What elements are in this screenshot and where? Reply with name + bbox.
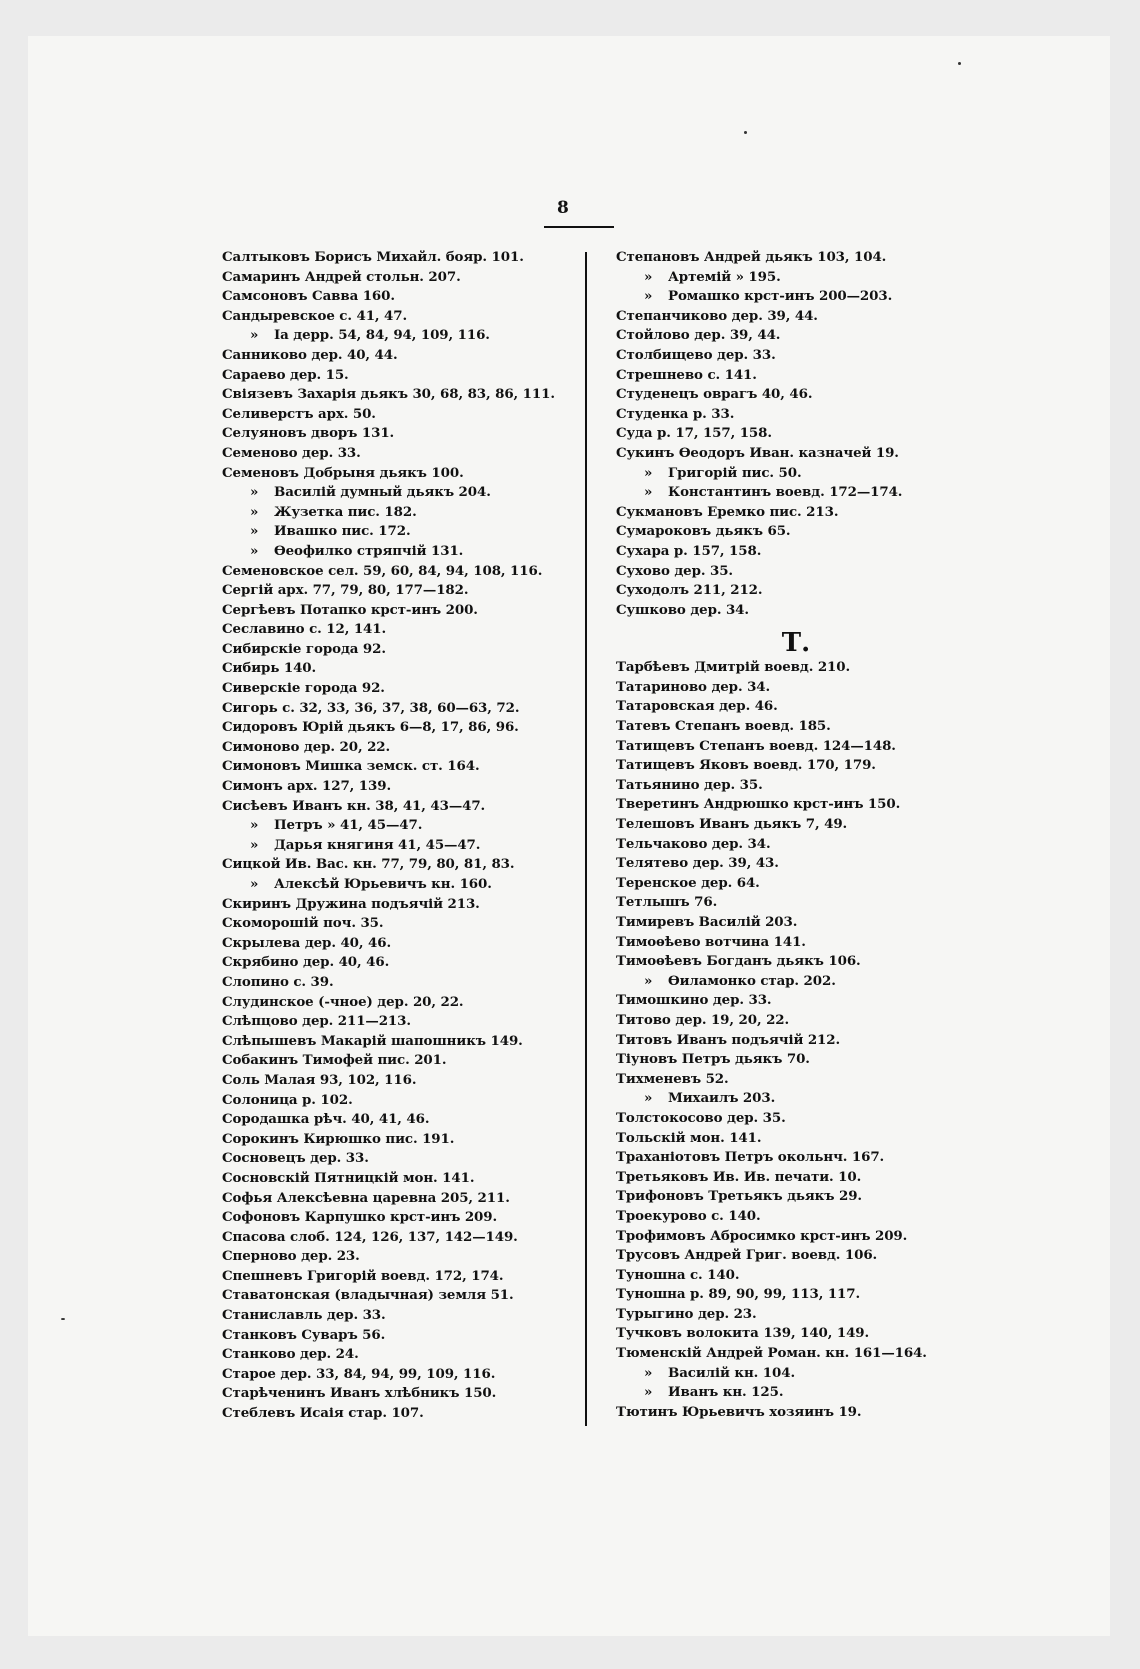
index-entry <box>222 855 577 875</box>
print-speck <box>61 1318 65 1320</box>
ditto-mark: » <box>644 1364 653 1381</box>
entry-text: Сушково дер. 34. <box>616 601 749 618</box>
index-entry <box>616 385 946 405</box>
index-subentry <box>222 542 577 562</box>
entry-text: Сибирскіе города 92. <box>222 640 386 657</box>
index-entry <box>616 307 946 327</box>
index-entry <box>616 1207 946 1227</box>
entry-text: Татариново дер. 34. <box>616 678 771 695</box>
entry-text: Спасова слоб. 124, 126, 137, 142—149. <box>222 1228 518 1245</box>
entry-text: Старѣченинъ Иванъ хлѣбникъ 150. <box>222 1385 497 1402</box>
index-entry <box>616 913 946 933</box>
index-entry <box>616 933 946 953</box>
index-entry <box>222 1208 577 1228</box>
ditto-mark: » <box>250 817 259 834</box>
entry-text: Селиверстъ арх. 50. <box>222 405 376 422</box>
index-entry <box>222 1110 577 1130</box>
entry-text: Сорокинъ Кирюшко пис. 191. <box>222 1130 455 1147</box>
index-subentry <box>222 816 577 836</box>
entry-text: Титово дер. 19, 20, 22. <box>616 1011 790 1028</box>
entry-text: Алексѣй Юрьевичъ кн. 160. <box>274 876 492 892</box>
index-subentry <box>616 1383 946 1403</box>
index-entry <box>222 1012 577 1032</box>
index-entry <box>222 1189 577 1209</box>
entry-text: Студенка р. 33. <box>616 405 735 422</box>
index-entry <box>616 248 946 268</box>
index-subentry <box>616 972 946 992</box>
index-entry <box>222 1267 577 1287</box>
entry-text: Софоновъ Карпушко крст-инъ 209. <box>222 1209 498 1226</box>
index-subentry <box>222 503 577 523</box>
index-entry <box>222 307 577 327</box>
entry-text: Суда р. 17, 157, 158. <box>616 425 772 442</box>
entry-text: Собакинъ Тимофей пис. 201. <box>222 1052 447 1069</box>
entry-text: Тверетинъ Андрюшко крст-инъ 150. <box>616 796 901 813</box>
entry-text: Татищевъ Степанъ воевд. 124—148. <box>616 737 896 754</box>
index-entry <box>616 815 946 835</box>
index-entry <box>222 1130 577 1150</box>
index-entry <box>222 601 577 621</box>
index-entry <box>616 1403 946 1423</box>
entry-text: Станиславль дер. 33. <box>222 1307 386 1324</box>
index-entry <box>222 797 577 817</box>
entry-text: Татевъ Степанъ воевд. 185. <box>616 718 831 735</box>
index-entry <box>222 718 577 738</box>
ditto-mark: » <box>250 484 259 501</box>
index-entry <box>222 777 577 797</box>
index-entry <box>616 1011 946 1031</box>
print-speck <box>744 131 747 134</box>
index-entry <box>616 1031 946 1051</box>
index-entry <box>616 1344 946 1364</box>
entry-text: Сукинъ Өеодоръ Иван. казначей 19. <box>616 444 899 461</box>
entry-text: Василій кн. 104. <box>668 1364 796 1381</box>
entry-text: Ивашко пис. 172. <box>274 523 411 540</box>
index-entry <box>222 444 577 464</box>
entry-text: Татьянино дер. 35. <box>616 776 763 793</box>
index-entry <box>616 952 946 972</box>
index-entry <box>616 1324 946 1344</box>
entry-text: Жузетка пис. 182. <box>274 503 417 520</box>
index-entry <box>616 366 946 386</box>
index-entry <box>222 1404 577 1424</box>
entry-text: Тюменскій Андрей Роман. кн. 161—164. <box>616 1345 927 1362</box>
index-entry <box>616 776 946 796</box>
entry-text: Самаринъ Андрей стольн. 207. <box>222 268 461 285</box>
entry-text: Семеновъ Добрыня дьякъ 100. <box>222 464 464 481</box>
index-entry <box>616 697 946 717</box>
entry-text: Ставатонская (владычная) земля 51. <box>222 1287 514 1304</box>
entry-text: Тетлышъ 76. <box>616 894 718 911</box>
ditto-mark: » <box>644 288 653 305</box>
entry-text: Слудинское (-чное) дер. 20, 22. <box>222 993 464 1010</box>
index-subentry <box>616 483 946 503</box>
entry-text: Траханіотовъ Петръ окольнч. 167. <box>616 1149 885 1166</box>
entry-text: Семеновское сел. 59, 60, 84, 94, 108, 116. <box>222 562 543 579</box>
index-entry <box>616 1246 946 1266</box>
entry-text: Татищевъ Яковъ воевд. 170, 179. <box>616 757 876 774</box>
entry-text: Телешовъ Иванъ дьякъ 7, 49. <box>616 816 848 833</box>
index-entry <box>222 1345 577 1365</box>
ditto-mark: » <box>644 1384 653 1401</box>
index-subentry <box>616 268 946 288</box>
entry-text: Стойлово дер. 39, 44. <box>616 327 781 344</box>
index-entry <box>222 1071 577 1091</box>
ditto-mark: » <box>250 327 259 344</box>
index-entry <box>616 1187 946 1207</box>
index-entry <box>616 737 946 757</box>
index-entry <box>222 581 577 601</box>
index-subentry <box>616 1364 946 1384</box>
index-entry <box>616 893 946 913</box>
entry-text: Сисѣевъ Иванъ кн. 38, 41, 43—47. <box>222 797 486 814</box>
index-entry <box>616 424 946 444</box>
index-entry <box>222 287 577 307</box>
entry-text: Тимоѳѣево вотчина 141. <box>616 933 806 950</box>
index-entry <box>222 914 577 934</box>
entry-text: Татаровская дер. 46. <box>616 698 778 715</box>
index-entry <box>616 1070 946 1090</box>
index-entry <box>222 699 577 719</box>
index-entry <box>616 1050 946 1070</box>
entry-text: Сараево дер. 15. <box>222 366 349 383</box>
index-entry <box>222 640 577 660</box>
entry-text: Михаилъ 203. <box>668 1090 776 1107</box>
ditto-mark: » <box>250 542 259 559</box>
entry-text: Трусовъ Андрей Григ. воевд. 106. <box>616 1247 878 1264</box>
entry-text: Стеблевъ Исаія стар. 107. <box>222 1405 424 1422</box>
index-entry <box>222 1247 577 1267</box>
entry-text: Сумароковъ дьякъ 65. <box>616 523 791 540</box>
index-entry <box>616 503 946 523</box>
entry-text: Троекурово с. 140. <box>616 1207 761 1224</box>
index-subentry <box>222 483 577 503</box>
index-entry <box>616 756 946 776</box>
ditto-mark: » <box>250 876 259 892</box>
entry-text: Тольскій мон. 141. <box>616 1129 762 1146</box>
entry-text: Симонъ арх. 127, 139. <box>222 778 392 795</box>
index-subentry <box>616 1089 946 1109</box>
entry-text: Салтыковъ Борисъ Михайл. бояр. 101. <box>222 249 524 265</box>
entry-text: Титовъ Иванъ подъячій 212. <box>616 1031 841 1048</box>
page-number: 8 <box>557 198 569 218</box>
index-column-left <box>222 248 577 1424</box>
entry-text: Санниково дер. 40, 44. <box>222 346 398 363</box>
entry-text: Иванъ кн. 125. <box>668 1384 784 1401</box>
entry-text: Третьяковъ Ив. Ив. печати. 10. <box>616 1168 862 1185</box>
entry-text: Софья Алексѣевна царевна 205, 211. <box>222 1189 510 1206</box>
entry-text: Симоново дер. 20, 22. <box>222 738 391 755</box>
ditto-mark: » <box>644 464 653 481</box>
entry-text: Студенецъ оврагъ 40, 46. <box>616 386 813 403</box>
index-entry <box>222 248 577 268</box>
index-subentry <box>616 464 946 484</box>
index-entry <box>616 444 946 464</box>
entry-text: Тіуновъ Петръ дьякъ 70. <box>616 1051 810 1068</box>
index-entry <box>222 1286 577 1306</box>
entry-text: Соль Малая 93, 102, 116. <box>222 1071 417 1088</box>
entry-text: Свіязевъ Захарія дьякъ 30, 68, 83, 86, 111. <box>222 386 555 403</box>
index-entry <box>616 522 946 542</box>
index-entry <box>616 562 946 582</box>
entry-text: Сосновскій Пятницкій мон. 141. <box>222 1169 475 1186</box>
index-entry <box>222 934 577 954</box>
entry-text: Сиверскіе города 92. <box>222 680 385 697</box>
index-entry <box>222 679 577 699</box>
entry-text: Слопино с. 39. <box>222 973 334 990</box>
index-entry <box>222 620 577 640</box>
index-entry <box>616 1227 946 1247</box>
index-entry <box>222 1051 577 1071</box>
ditto-mark: » <box>644 484 653 501</box>
index-entry <box>616 542 946 562</box>
entry-text: Скрябино дер. 40, 46. <box>222 954 390 971</box>
entry-text: Сандыревское с. 41, 47. <box>222 307 408 324</box>
index-entry <box>222 1384 577 1404</box>
entry-text: Тучковъ волокита 139, 140, 149. <box>616 1325 870 1342</box>
index-entry <box>616 1305 946 1325</box>
entry-text: Ромашко крст-инъ 200—203. <box>668 288 893 305</box>
index-entry <box>222 1326 577 1346</box>
index-entry <box>616 835 946 855</box>
entry-text: Стрешнево с. 141. <box>616 366 757 383</box>
entry-text: Старое дер. 33, 84, 94, 99, 109, 116. <box>222 1365 496 1382</box>
entry-text: Селуяновъ дворъ 131. <box>222 425 395 442</box>
index-entry <box>616 874 946 894</box>
entry-text: Сухара р. 157, 158. <box>616 542 762 559</box>
entry-text: Степанчиково дер. 39, 44. <box>616 307 818 324</box>
index-entry <box>616 678 946 698</box>
entry-text: Сородашка рѣч. 40, 41, 46. <box>222 1111 430 1128</box>
index-entry <box>222 1091 577 1111</box>
entry-text: Сперново дер. 23. <box>222 1248 360 1265</box>
index-entry <box>616 1168 946 1188</box>
entry-text: Симоновъ Мишка земск. ст. 164. <box>222 758 480 775</box>
entry-text: Слѣпцово дер. 211—213. <box>222 1013 411 1030</box>
index-entry <box>222 993 577 1013</box>
entry-text: Сосновецъ дер. 33. <box>222 1150 369 1167</box>
entry-text: Суходолъ 211, 212. <box>616 582 763 599</box>
entry-text: Сидоровъ Юрій дьякъ 6—8, 17, 86, 96. <box>222 719 519 736</box>
entry-text: Туношна с. 140. <box>616 1266 740 1283</box>
entry-text: Столбищево дер. 33. <box>616 346 776 363</box>
entry-text: Сергѣевъ Потапко крст-инъ 200. <box>222 601 478 618</box>
index-subentry <box>222 522 577 542</box>
entry-text: Слѣпышевъ Макарій шапошникъ 149. <box>222 1032 523 1049</box>
entry-text: Сигорь с. 32, 33, 36, 37, 38, 60—63, 72. <box>222 699 520 716</box>
index-entry <box>222 346 577 366</box>
index-entry <box>222 973 577 993</box>
section-letter-heading: Т. <box>781 628 811 659</box>
index-entry <box>616 1266 946 1286</box>
entry-text: Самсоновъ Савва 160. <box>222 288 395 305</box>
entry-text: Ia дерр. 54, 84, 94, 109, 116. <box>274 327 490 344</box>
print-speck <box>958 62 961 65</box>
ditto-mark: » <box>644 1090 653 1107</box>
index-entry <box>222 1149 577 1169</box>
entry-text: Константинъ воевд. 172—174. <box>668 484 903 501</box>
entry-text: Дарья княгиня 41, 45—47. <box>274 836 481 853</box>
entry-text: Семеново дер. 33. <box>222 444 361 461</box>
entry-text: Телятево дер. 39, 43. <box>616 855 779 872</box>
index-entry <box>222 385 577 405</box>
column-divider <box>585 252 587 1426</box>
index-entry <box>616 854 946 874</box>
ditto-mark: » <box>250 503 259 520</box>
ditto-mark: » <box>250 523 259 540</box>
index-entry <box>222 424 577 444</box>
entry-text: Скиринъ Дружина подъячій 213. <box>222 895 480 912</box>
entry-text: Трифоновъ Третьякъ дьякъ 29. <box>616 1188 862 1205</box>
index-entry <box>616 601 946 621</box>
index-entry <box>616 795 946 815</box>
entry-text: Скрылева дер. 40, 46. <box>222 934 392 951</box>
index-entry <box>616 1109 946 1129</box>
index-entry <box>616 326 946 346</box>
index-entry <box>616 1148 946 1168</box>
index-entry <box>222 366 577 386</box>
index-entry <box>222 464 577 484</box>
index-entry <box>222 1228 577 1248</box>
index-entry <box>222 1306 577 1326</box>
entry-text: Василій думный дьякъ 204. <box>274 484 491 501</box>
entry-text: Сеславино с. 12, 141. <box>222 621 387 638</box>
index-entry <box>616 346 946 366</box>
entry-text: Теренское дер. 64. <box>616 874 760 891</box>
entry-text: Тельчаково дер. 34. <box>616 835 771 852</box>
entry-text: Артемій » 195. <box>668 268 781 285</box>
entry-text: Степановъ Андрей дьякъ 103, 104. <box>616 249 887 265</box>
page-number-rule <box>544 226 614 228</box>
index-entry <box>222 405 577 425</box>
entry-text: Скоморошій поч. 35. <box>222 915 384 932</box>
entry-text: Сукмановъ Еремко пис. 213. <box>616 503 839 520</box>
entry-text: Тимиревъ Василій 203. <box>616 914 798 930</box>
index-entry <box>616 1285 946 1305</box>
index-entry <box>616 658 946 678</box>
entry-text: Станковъ Суваръ 56. <box>222 1326 386 1343</box>
ditto-mark: » <box>644 268 653 285</box>
entry-text: Григорій пис. 50. <box>668 464 802 481</box>
entry-text: Туношна р. 89, 90, 99, 113, 117. <box>616 1286 861 1303</box>
entry-text: Толстокосово дер. 35. <box>616 1109 786 1126</box>
entry-text: Тютинъ Юрьевичъ хозяинъ 19. <box>616 1403 862 1420</box>
index-entry <box>222 738 577 758</box>
entry-text: Тимоѳѣевъ Богданъ дьякъ 106. <box>616 953 861 970</box>
entry-text: Трофимовъ Абросимко крст-инъ 209. <box>616 1227 908 1244</box>
index-entry <box>222 1032 577 1052</box>
entry-text: Өиламонко стар. 202. <box>668 972 836 989</box>
entry-text: Тарбѣевъ Дмитрій воевд. 210. <box>616 659 851 676</box>
entry-text: Станково дер. 24. <box>222 1346 359 1363</box>
index-subentry <box>616 287 946 307</box>
entry-text: Сицкой Ив. Вас. кн. 77, 79, 80, 81, 83. <box>222 856 515 873</box>
index-entry <box>222 1169 577 1189</box>
entry-text: Тихменевъ 52. <box>616 1070 729 1087</box>
index-entry <box>616 991 946 1011</box>
entry-text: Өеофилко стряпчій 131. <box>274 542 464 559</box>
index-entry <box>222 562 577 582</box>
entry-text: Сухово дер. 35. <box>616 562 733 579</box>
index-entry <box>616 581 946 601</box>
index-entry <box>616 1129 946 1149</box>
index-entry <box>222 1365 577 1385</box>
entry-text: Тимошкино дер. 33. <box>616 992 772 1009</box>
entry-text: Сергій арх. 77, 79, 80, 177—182. <box>222 582 469 599</box>
entry-text: Петръ » 41, 45—47. <box>274 817 423 834</box>
index-entry <box>616 405 946 425</box>
entry-text: Турыгино дер. 23. <box>616 1305 757 1322</box>
index-entry <box>222 895 577 915</box>
entry-text: Спешневъ Григорій воевд. 172, 174. <box>222 1267 504 1284</box>
ditto-mark: » <box>250 836 259 853</box>
index-entry <box>222 953 577 973</box>
entry-text: Солоница р. 102. <box>222 1091 353 1108</box>
index-entry <box>616 717 946 737</box>
index-subentry <box>222 326 577 346</box>
entry-text: Сибирь 140. <box>222 660 317 677</box>
index-subentry <box>222 875 577 895</box>
ditto-mark: » <box>644 972 653 989</box>
index-entry <box>222 757 577 777</box>
index-entry <box>222 268 577 288</box>
index-column-right <box>616 248 946 1422</box>
index-subentry <box>222 836 577 856</box>
index-entry <box>222 659 577 679</box>
